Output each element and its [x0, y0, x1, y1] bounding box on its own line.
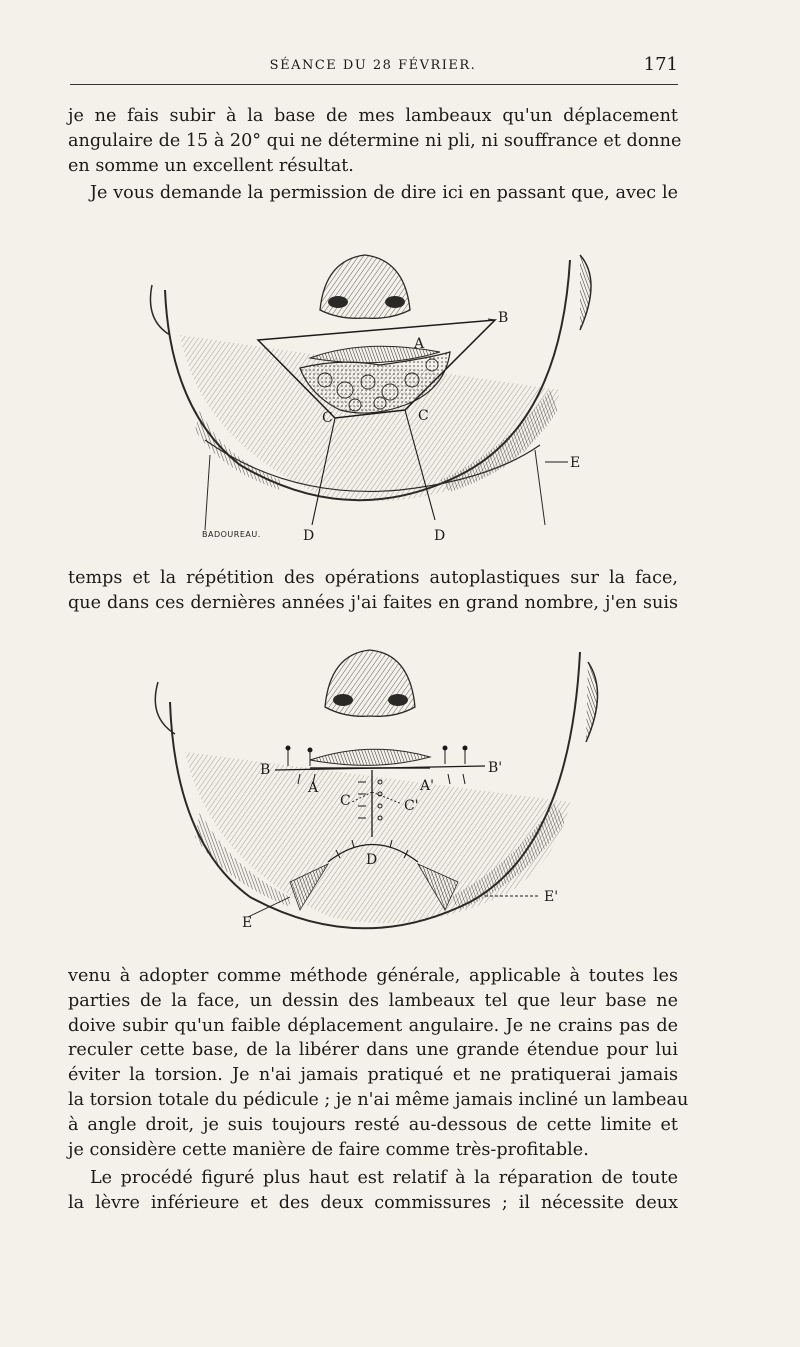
text-line: en somme un excellent résultat. [68, 155, 354, 176]
text-line: reculer cette base, de la libérer dans une grande étendue pour lui [68, 1040, 678, 1061]
text-line: angulaire de 15 à 20° qui ne détermine ni pli, ni souffrance et donne [68, 130, 682, 151]
fig2-label-c-prime: C' [404, 798, 419, 814]
text-line: Le procédé figuré plus haut est relatif à la réparation de toute [90, 1168, 678, 1188]
fig2-label-a-prime: A' [420, 778, 434, 794]
fig2-label-e-prime: E' [544, 889, 559, 905]
fig1-label-d-left: D [303, 528, 315, 544]
paragraph-2-continued [68, 566, 678, 616]
fig2-label-b: B [260, 762, 271, 778]
text-line: éviter la torsion. Je n'ai jamais pratiqué et ne pratiquerai jamais [68, 1065, 678, 1086]
fig1-label-d-right: D [434, 528, 446, 544]
figure-2-flap-sutured [140, 642, 610, 947]
engraver-credit: BADOUREAU. [202, 530, 261, 539]
header-rule [70, 84, 678, 85]
fig2-label-c: C [340, 793, 351, 809]
fig1-label-b: B [498, 310, 509, 326]
fig1-label-e: E [570, 455, 581, 471]
paragraph-1 [68, 104, 682, 178]
figure-2-engraving [140, 642, 610, 947]
running-title: SÉANCE DU 28 FÉVRIER. [269, 58, 477, 73]
figure-1-flap-incision [140, 240, 610, 545]
text-line: temps et la répétition des opérations autoplastiques sur la face, [68, 568, 678, 588]
figure-1-engraving [140, 240, 610, 545]
fig2-label-e: E [242, 915, 253, 931]
paragraph-3 [68, 964, 689, 1162]
running-header [68, 54, 678, 80]
text-line: venu à adopter comme méthode générale, applicable à toutes les [68, 966, 678, 986]
text-line: la lèvre inférieure et des deux commissures ; il nécessite deux [68, 1192, 678, 1213]
text-line: je considère cette manière de faire comme très-profitable. [68, 1139, 589, 1160]
text-line: que dans ces dernières années j'ai faites en grand nombre, j'en suis [68, 592, 678, 613]
paragraph-2 [68, 181, 678, 206]
page-number: 171 [643, 54, 678, 75]
text-line: Je vous demande la permission de dire ici en passant que, avec le [90, 183, 678, 203]
fig2-label-a: A [308, 780, 319, 796]
text-line: à angle droit, je suis toujours resté au-dessous de cette limite et [68, 1114, 678, 1135]
text-line: la torsion totale du pédicule ; je n'ai même jamais incliné un lambeau [68, 1089, 689, 1110]
fig2-label-d: D [366, 852, 378, 868]
fig2-label-b-prime: B' [488, 760, 503, 776]
paragraph-4 [68, 1166, 678, 1216]
fig1-label-a: A [414, 336, 425, 352]
text-line: doive subir qu'un faible déplacement angulaire. Je ne crains pas de [68, 1015, 678, 1036]
fig1-label-c-left: C [322, 410, 333, 426]
text-line: parties de la face, un dessin des lambeaux tel que leur base ne [68, 990, 678, 1011]
fig1-label-c-right: C [418, 408, 429, 424]
text-line: je ne fais subir à la base de mes lambeaux qu'un déplacement [68, 106, 678, 126]
